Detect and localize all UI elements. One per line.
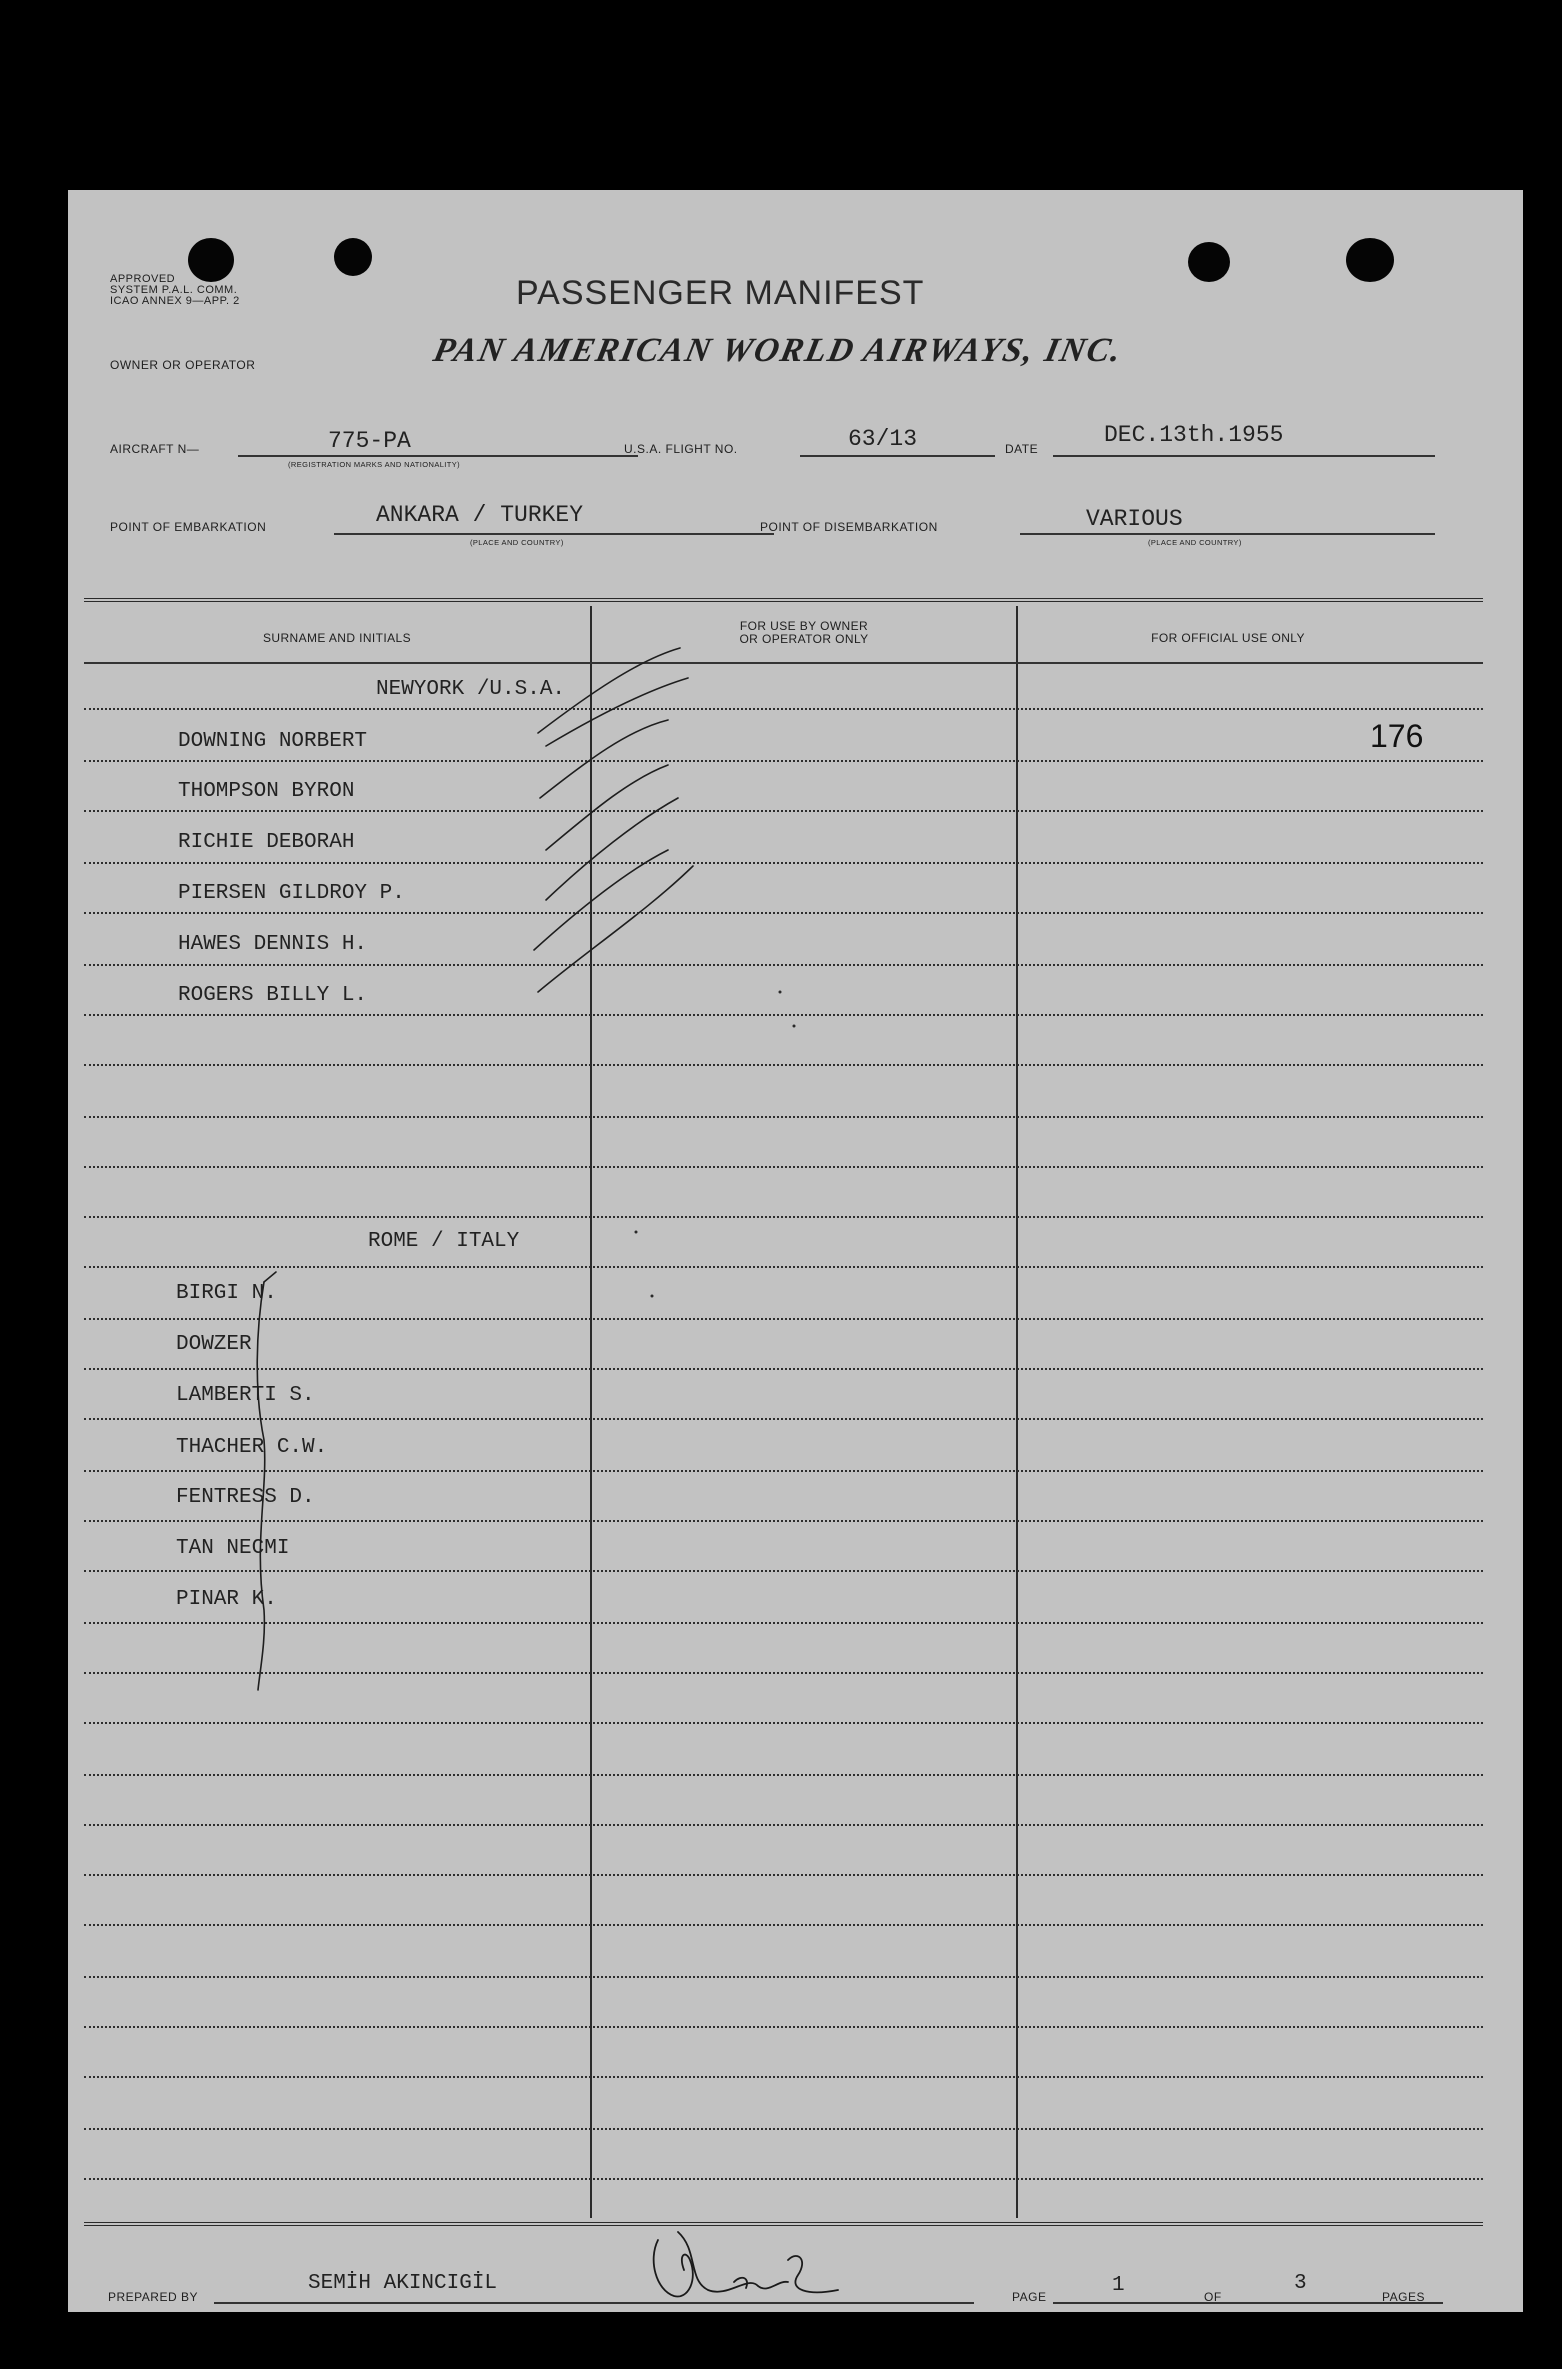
row-rule <box>84 1622 1483 1624</box>
disembarkation-underline <box>1020 533 1435 535</box>
embarkation-underline <box>334 533 774 535</box>
row-rule <box>84 708 1483 710</box>
aircraft-value: 775-PA <box>328 428 411 454</box>
row-rule <box>84 1976 1483 1978</box>
prepared-value: SEMİH AKINCIGİL <box>308 2272 498 2295</box>
row-rule <box>84 2026 1483 2028</box>
check-stroke <box>546 798 678 900</box>
row-rule <box>84 1722 1483 1724</box>
row-rule <box>84 2128 1483 2130</box>
row-rule <box>84 1570 1483 1572</box>
punch-hole <box>1346 238 1394 282</box>
row-rule <box>84 1520 1483 1522</box>
passenger-name: PINAR K. <box>176 1588 277 1611</box>
column-header-line: FOR USE BY OWNER <box>739 619 869 633</box>
passenger-name: HAWES DENNIS H. <box>178 933 368 956</box>
row-rule <box>84 912 1483 914</box>
approval-line: APPROVED <box>110 273 176 285</box>
disembarkation-caption: (PLACE AND COUNTRY) <box>1148 538 1242 547</box>
row-rule <box>84 862 1483 864</box>
row-rule <box>84 1874 1483 1876</box>
prepared-underline <box>214 2302 974 2304</box>
owner-value: PAN AMERICAN WORLD AIRWAYS, INC. <box>430 332 1127 369</box>
disembarkation-value: VARIOUS <box>1086 506 1183 532</box>
check-stroke <box>546 678 688 746</box>
row-rule <box>84 1318 1483 1320</box>
date-underline <box>1053 455 1435 457</box>
row-rule <box>84 964 1483 966</box>
passenger-name: THOMPSON BYRON <box>178 780 355 803</box>
embarkation-caption: (PLACE AND COUNTRY) <box>470 538 564 547</box>
passenger-name: DOWNING NORBERT <box>178 730 368 753</box>
form-title: PASSENGER MANIFEST <box>516 274 925 312</box>
disembarkation-label: POINT OF DISEMBARKATION <box>760 520 938 534</box>
approval-line: ICAO ANNEX 9—APP. 2 <box>110 295 240 307</box>
passenger-name: TAN NECMI <box>176 1537 290 1560</box>
passenger-name: ROGERS BILLY L. <box>178 984 368 1007</box>
handwritten-check-marks <box>68 190 1523 2312</box>
owner-label: OWNER OR OPERATOR <box>110 358 256 372</box>
row-rule <box>84 1116 1483 1118</box>
group-heading: ROME / ITALY <box>368 1230 520 1253</box>
row-rule <box>84 810 1483 812</box>
of-label: OF <box>1204 2290 1222 2304</box>
row-rule <box>84 1924 1483 1926</box>
official-number: 176 <box>1370 718 1424 754</box>
row-rule <box>84 1216 1483 1218</box>
check-stroke <box>546 765 668 850</box>
punch-hole <box>334 238 372 276</box>
passenger-name: THACHER C.W. <box>176 1436 328 1459</box>
column-header-surname: SURNAME AND INITIALS <box>262 631 412 645</box>
embarkation-label: POINT OF EMBARKATION <box>110 520 267 534</box>
passenger-name: PIERSEN GILDROY P. <box>178 882 405 905</box>
manifest-sheet <box>68 190 1523 2312</box>
passenger-name: BIRGI N. <box>176 1282 277 1305</box>
aircraft-label: AIRCRAFT N— <box>110 442 200 456</box>
row-rule <box>84 1166 1483 1168</box>
page-label: PAGE <box>1012 2290 1047 2304</box>
flight-underline <box>800 455 995 457</box>
column-header-official: FOR OFFICIAL USE ONLY <box>1151 631 1305 645</box>
row-rule <box>84 760 1483 762</box>
flight-value: 63/13 <box>848 426 918 452</box>
date-label: DATE <box>1005 442 1039 456</box>
table-bottom-rule <box>84 2222 1483 2226</box>
row-rule <box>84 1774 1483 1776</box>
pages-label: PAGES <box>1382 2290 1425 2304</box>
bracket-stroke <box>264 1272 276 1282</box>
row-rule <box>84 1672 1483 1674</box>
of-value: 3 <box>1294 2272 1307 2295</box>
punch-hole <box>1188 242 1230 282</box>
row-rule <box>84 2178 1483 2180</box>
row-rule <box>84 1418 1483 1420</box>
passenger-name: RICHIE DEBORAH <box>178 831 355 854</box>
row-rule <box>84 1470 1483 1472</box>
row-rule <box>84 1064 1483 1066</box>
group-heading: NEWYORK /U.S.A. <box>376 678 566 701</box>
flight-label: U.S.A. FLIGHT NO. <box>624 442 738 456</box>
row-rule <box>84 1014 1483 1016</box>
row-rule <box>84 1824 1483 1826</box>
column-header-operator <box>592 620 1016 646</box>
aircraft-underline <box>238 455 638 457</box>
row-rule <box>84 2076 1483 2078</box>
approval-line: SYSTEM P.A.L. COMM. <box>110 284 238 296</box>
table-top-rule <box>84 598 1483 602</box>
row-rule <box>84 1368 1483 1370</box>
check-stroke <box>538 866 693 992</box>
passenger-name: DOWZER <box>176 1333 252 1356</box>
approval-note <box>110 274 240 307</box>
check-stroke <box>540 720 668 798</box>
header-rule <box>84 662 1483 664</box>
page-value: 1 <box>1112 2274 1125 2297</box>
passenger-name: LAMBERTI S. <box>176 1384 315 1407</box>
row-rule <box>84 1266 1483 1268</box>
column-header-line: OR OPERATOR ONLY <box>739 632 869 646</box>
prepared-label: PREPARED BY <box>108 2290 198 2304</box>
aircraft-caption: (REGISTRATION MARKS AND NATIONALITY) <box>288 460 461 469</box>
signature <box>638 2220 858 2310</box>
passenger-name: FENTRESS D. <box>176 1486 315 1509</box>
check-stroke <box>534 850 668 950</box>
embarkation-value: ANKARA / TURKEY <box>376 502 584 528</box>
date-value: DEC.13th.1955 <box>1104 422 1284 448</box>
